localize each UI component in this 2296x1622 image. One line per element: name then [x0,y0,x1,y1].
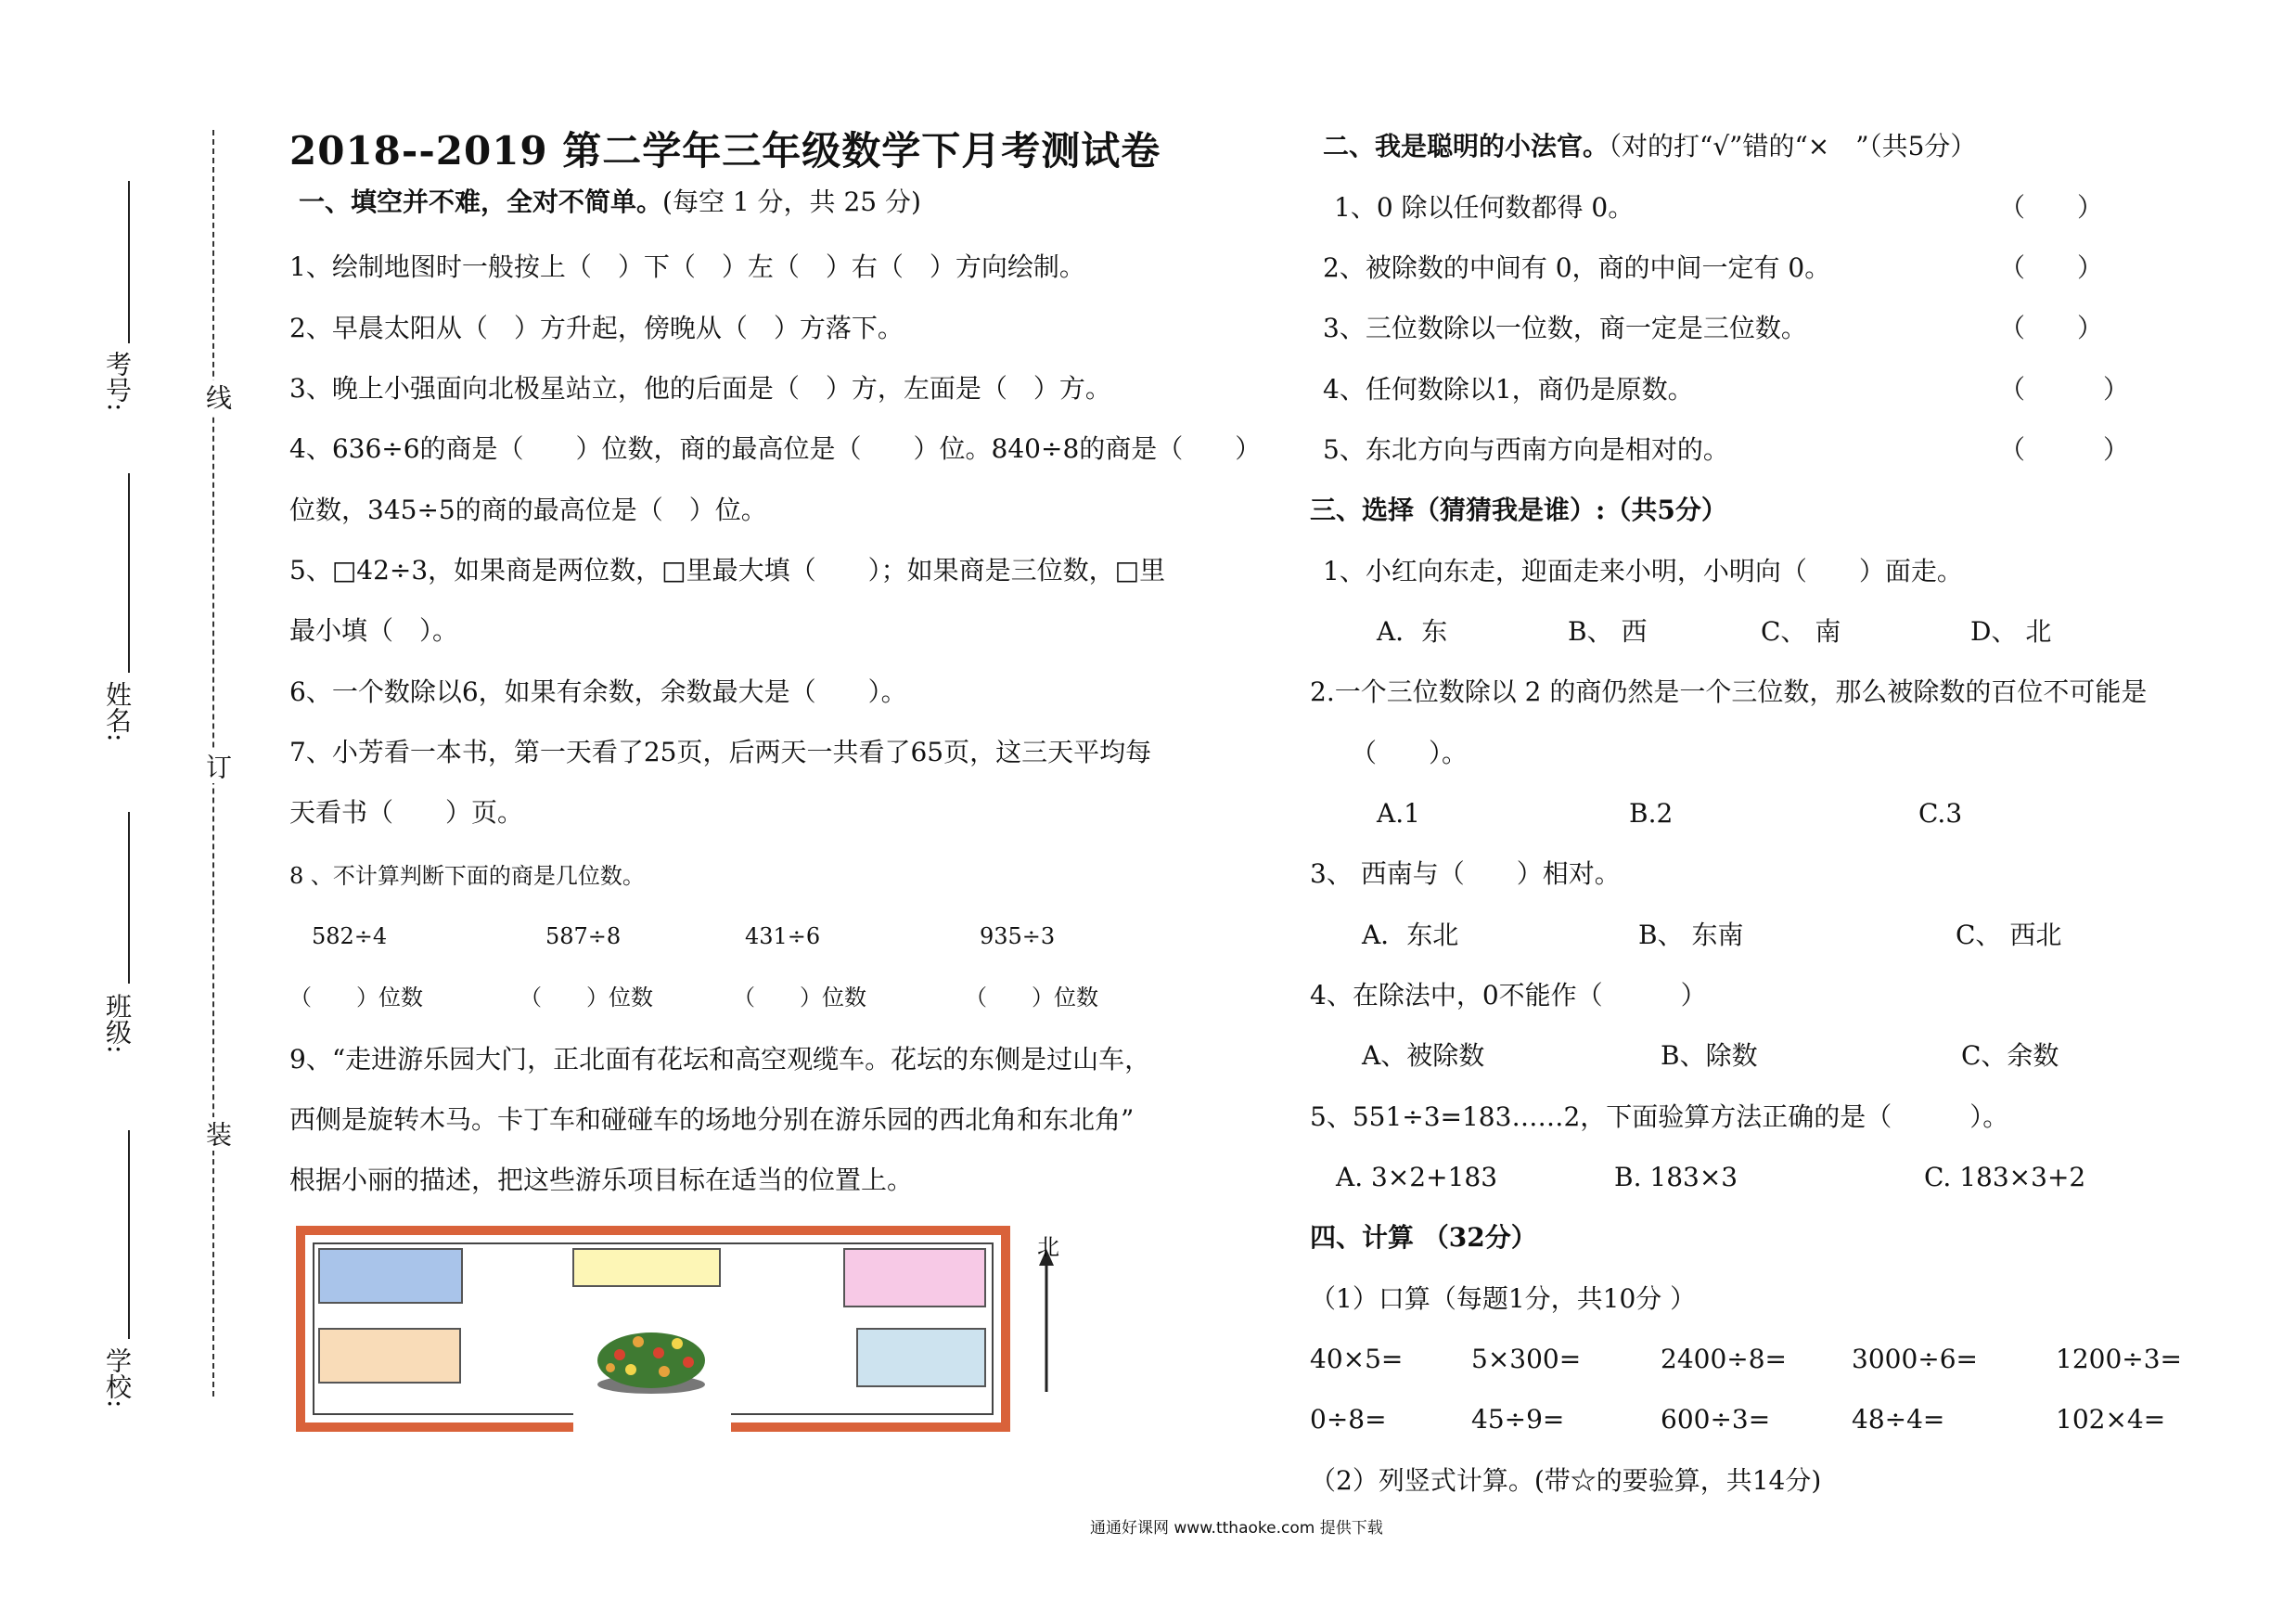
map-box-west [319,1329,460,1383]
mc-option: C、 南 [1761,616,1841,647]
q8-answer: （ ）位数 [519,985,653,1011]
footer-credit: 通通好课网 www.tthaoke.com 提供下载 [1090,1519,1383,1538]
mc-option: B、 西 [1568,616,1648,647]
label-class: 班级: [102,993,133,1054]
mc-option: D、 北 [1970,616,2052,647]
section3-heading: 三、选择（猜猜我是谁）:（共5分） [1310,495,1727,525]
map-box-north [573,1249,720,1286]
tf-item-text: 2、被除数的中间有 0，商的中间一定有 0。 [1323,252,1831,283]
s1-line: 6、一个数除以6，如果有余数，余数最大是（ ）。 [289,676,907,707]
section2-heading-text: 二、我是聪明的小法官。 [1323,131,1610,161]
mc-option: B、 东南 [1638,920,1744,950]
s1-line: 2、早晨太阳从（ ）方升起，傍晚从（ ）方落下。 [289,313,904,343]
s1-line: 最小填（ ）。 [289,615,459,646]
oral-calc-item: 102×4= [2056,1404,2166,1435]
north-label: 北 [1037,1234,1059,1260]
mc-option: C、 西北 [1956,920,2062,950]
tf-item-blank: （ ） [1999,434,2130,465]
line-school [128,1130,130,1339]
mark-pack: 装 [199,1117,236,1151]
q8-answer: （ ）位数 [733,985,866,1011]
mark-line: 线 [199,380,236,414]
map-box-northwest [319,1249,462,1303]
oral-calc-item: 5×300= [1471,1344,1582,1374]
q8-expr: 587÷8 [545,923,622,949]
oral-calc-item: 3000÷6= [1852,1344,1978,1374]
tf-item-text: 1、0 除以任何数都得 0。 [1334,192,1635,223]
s1-line: 天看书（ ）页。 [289,797,524,828]
label-school: 学校: [102,1347,133,1409]
oral-calc-item: 600÷3= [1661,1404,1771,1435]
tf-item-text: 5、东北方向与西南方向是相对的。 [1323,434,1729,465]
page-title: 2018--2019 第二学年三年级数学下月考测试卷 [289,128,1161,174]
map-gate [573,1410,731,1433]
s1-line: 3、晚上小强面向北极星站立，他的后面是（ ）方，左面是（ ）方。 [289,373,1111,404]
tf-item-blank: （ ） [1999,313,2104,343]
q8-expr: 582÷4 [312,923,388,949]
mc-option: A、被除数 [1362,1040,1485,1071]
mc-option: C、余数 [1961,1040,2059,1071]
q8-answer: （ ）位数 [965,985,1098,1011]
q8-expr: 431÷6 [745,923,821,949]
section1-heading [299,184,921,221]
q9-line: 西侧是旋转木马。卡丁车和碰碰车的场地分别在游乐园的西北角和东北角” [289,1104,1135,1135]
s1-line: 5、□42÷3，如果商是两位数，□里最大填（ ）；如果商是三位数，□里 [289,555,1166,586]
s1-line: 位数，345÷5的商的最高位是（ ）位。 [289,495,767,525]
mc-option: C. 183×3+2 [1924,1162,2086,1192]
mc-option: C.3 [1918,798,1963,829]
tf-item-text: 3、三位数除以一位数，商一定是三位数。 [1323,313,1807,343]
q8-expr: 935÷3 [980,923,1056,949]
label-exam-number: 考号: [102,351,133,412]
flower-bed [597,1332,705,1394]
tf-item-blank: （ ） [1999,192,2104,223]
mc-question: 3、 西南与（ ）相对。 [1310,858,1621,889]
label-name: 姓名: [102,681,133,742]
s1-line: 7、小芳看一本书，第一天看了25页，后两天一共看了65页，这三天平均每 [289,737,1152,767]
tf-item-blank: （ ） [1999,374,2130,405]
mc-option: A. 3×2+183 [1336,1162,1498,1192]
mc-option: A.1 [1377,798,1420,829]
tf-item-blank: （ ） [1999,252,2104,283]
section1-heading-note: (每空 1 分，共 25 分) [662,187,921,217]
oral-calc-item: 45÷9= [1471,1404,1565,1435]
q9-line: 9、“走进游乐园大门，正北面有花坛和高空观缆车。花坛的东侧是过山车， [289,1044,1151,1075]
section1-heading-text: 一、填空并不难，全对不简单。 [299,187,663,217]
mc-question: 2.一个三位数除以 2 的商仍然是一个三位数，那么被除数的百位不可能是 [1310,676,2148,707]
q9-line: 根据小丽的描述，把这些游乐项目标在适当的位置上。 [289,1165,914,1195]
section4-heading: 四、计算 （32分） [1310,1222,1537,1253]
tf-item-text: 4、任何数除以1，商仍是原数。 [1323,374,1694,405]
oral-calc-item: 40×5= [1310,1344,1404,1374]
mc-question: 5、551÷3=183……2，下面验算方法正确的是（ ）。 [1310,1101,2009,1132]
mc-question: 4、在除法中，0不能作（ ） [1310,980,1707,1011]
mc-option: A．东北 [1362,920,1459,950]
line-exam-number [128,181,130,343]
mc-option: B、除数 [1661,1040,1758,1071]
oral-calc-item: 0÷8= [1310,1404,1387,1435]
mark-bind: 订 [199,750,236,783]
s1-line: 1、绘制地图时一般按上（ ）下（ ）左（ ）右（ ）方向绘制。 [289,251,1085,282]
q8-label: 8 、不计算判断下面的商是几位数。 [289,863,645,889]
line-name [128,473,130,673]
section2-heading [1323,128,1976,165]
mc-option: B.2 [1629,798,1674,829]
mc-question: 1、小红向东走，迎面走来小明，小明向（ ）面走。 [1323,556,1963,586]
section2-heading-note: （对的打“√”错的“× ”（共5分） [1609,131,1977,161]
oral-calc-item: 48÷4= [1852,1404,1945,1435]
q8-answer: （ ）位数 [289,985,423,1011]
mc-option: B. 183×3 [1614,1162,1738,1192]
vertical-calc-heading: （2）列竖式计算。(带☆的要验算，共14分) [1310,1465,1822,1496]
line-class [128,812,130,984]
oral-calc-item: 2400÷8= [1661,1344,1787,1374]
park-map [295,1225,1113,1438]
mc-option: A．东 [1377,616,1448,647]
oral-calc-item: 1200÷3= [2056,1344,2182,1374]
map-box-northeast [844,1249,985,1307]
mc-question-blank: （ ）。 [1351,738,1469,768]
oral-calc-heading: （1）口算（每题1分，共10分 ） [1310,1283,1697,1314]
s1-line: 4、636÷6的商是（ ）位数，商的最高位是（ ）位。840÷8的商是（ ） [289,433,1262,464]
map-box-east [857,1329,985,1386]
